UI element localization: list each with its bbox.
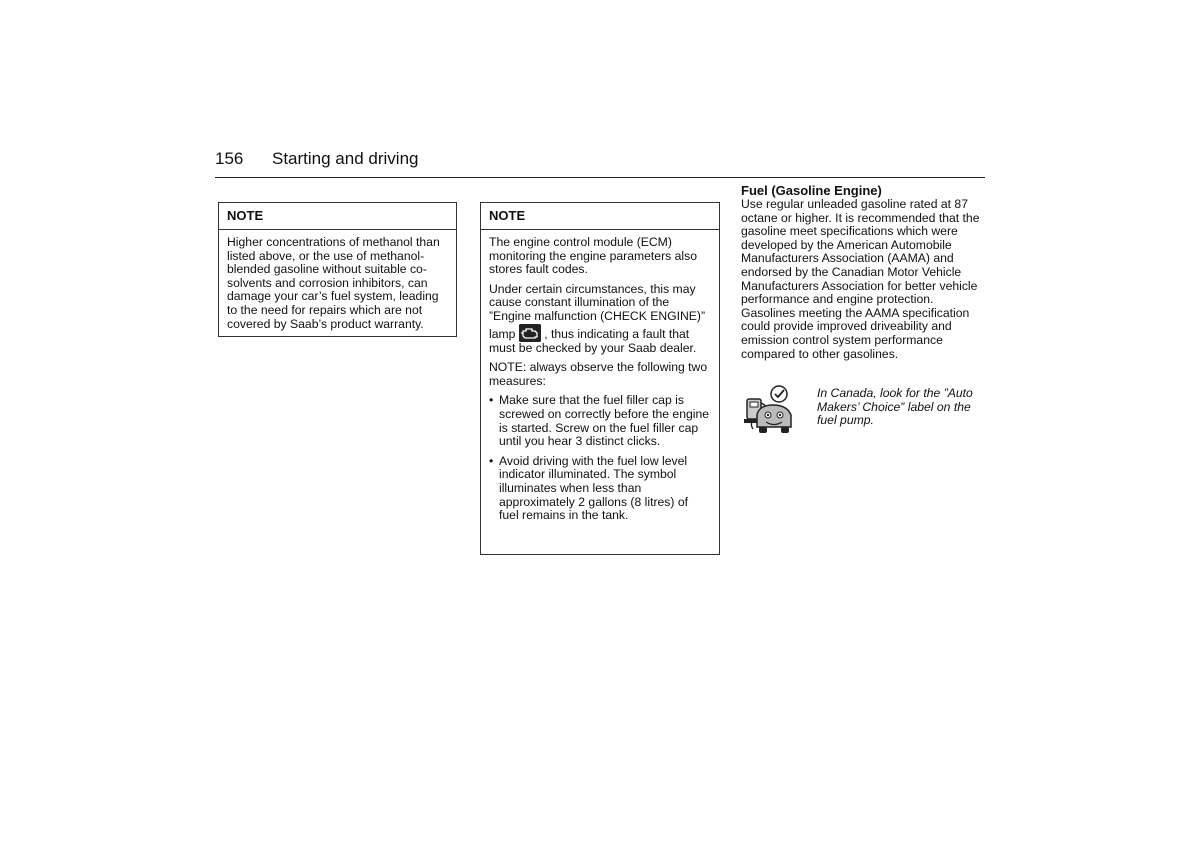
note-paragraph: NOTE: always observe the following two measures: (489, 360, 708, 388)
note-text-before-icon: Under certain circumstances, this may cause constant illumination of the ”Engine malfunction (CHECK ENGINE)” lamp (489, 281, 706, 341)
fuel-pump-car-icon (741, 385, 799, 437)
section-title: Starting and driving (272, 149, 419, 168)
page-header (215, 149, 985, 178)
ecm-note-box (480, 202, 720, 555)
bullet-glyph: • (489, 453, 494, 468)
list-item-text: Avoid driving with the fuel low level indicator illuminated. The symbol illuminates when less than approximately 2 gallons (8 litres) of fuel remains in the tank. (499, 453, 688, 523)
canada-note (741, 385, 986, 440)
canada-text: In Canada, look for the ”Auto Makers’ Choice” label on the fuel pump. (817, 386, 973, 428)
note-text: Higher concentrations of methanol than listed above, or the use of methanol-blended gasoline without suitable co-solvents and corrosion inhibitors, can damage your car’s fuel system, leading to the need for repairs which are not covered by Saab’s product warranty. (227, 235, 440, 331)
methanol-note-box (218, 202, 457, 337)
list-item-text: Make sure that the fuel filler cap is screwed on correctly before the engine is started. Screw on the fuel filler cap until you hear 3 distinct clicks. (499, 393, 710, 449)
page-number: 156 (215, 149, 244, 168)
note-text-after-icon: , thus indicating a fault that must be checked by your Saab dealer. (489, 326, 697, 355)
fuel-heading: Fuel (Gasoline Engine) (741, 183, 882, 198)
note-paragraph: The engine control module (ECM) monitoring the engine parameters also stores fault codes. (489, 235, 697, 277)
note-title: NOTE (481, 203, 719, 230)
list-item (489, 455, 711, 523)
note-title: NOTE (219, 203, 456, 230)
fuel-section (741, 183, 986, 361)
check-engine-icon (519, 324, 541, 342)
note-paragraph-with-icon (489, 283, 711, 355)
list-item (489, 394, 711, 448)
bullet-glyph: • (489, 393, 494, 408)
fuel-text: Use regular unleaded gasoline rated at 87 octane or higher. It is recommended that the gasoline meet specifications which were developed by the American Automobile Manufacturers Association (AAMA) and endorsed by the Canadian Motor Vehicle Manufacturers Association for better vehicle performance and engine protection. Gasolines meeting the AAMA specification could provide improved driveability and emission control system performance compared to other gasolines. (741, 197, 980, 361)
measures-list (489, 394, 711, 522)
